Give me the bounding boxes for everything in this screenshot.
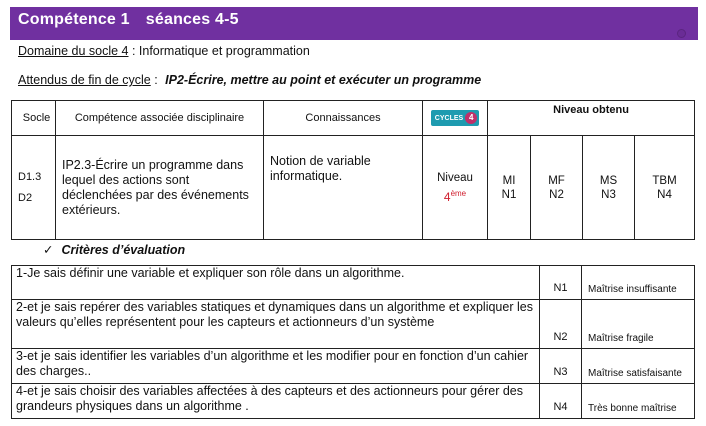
header-cycles bbox=[423, 101, 488, 136]
level-n: N2 bbox=[549, 188, 564, 201]
criteria-text: 1-Je sais définir une variable et expliquer son rôle dans un algorithme. bbox=[12, 266, 540, 300]
niveau-num: 4 bbox=[443, 189, 451, 204]
level-n: N3 bbox=[601, 188, 616, 201]
criteria-row bbox=[12, 384, 695, 419]
domaine-sep: : bbox=[128, 44, 139, 58]
connaissances-cell: Notion de variable informatique. bbox=[264, 136, 423, 240]
attendus-line bbox=[18, 73, 481, 87]
cycles-badge bbox=[431, 110, 479, 126]
attendus-label: Attendus de fin de cycle bbox=[18, 73, 151, 87]
level-cell-ms bbox=[583, 136, 635, 240]
criteria-row bbox=[12, 266, 695, 300]
attendus-sep: : bbox=[150, 73, 162, 87]
competence-label: Compétence 1 bbox=[18, 11, 130, 28]
criteria-level: N4 bbox=[540, 384, 582, 419]
level-code: MI bbox=[502, 174, 516, 187]
header-connaissances: Connaissances bbox=[264, 101, 423, 136]
header-socle: Socle bbox=[12, 101, 56, 136]
competence-cell: IP2.3-Écrire un programme dans lequel des actions sont déclenchées par des événements extérieurs. bbox=[56, 136, 264, 240]
criteria-table bbox=[11, 265, 695, 419]
socle-d13: D1.3 bbox=[18, 171, 42, 183]
criteria-level: N2 bbox=[540, 300, 582, 349]
criteria-row bbox=[12, 300, 695, 349]
attendus-value: IP2-Écrire, mettre au point et exécuter un programme bbox=[165, 73, 482, 87]
criteria-desc: Maîtrise satisfaisante bbox=[582, 349, 695, 384]
criteria-desc: Très bonne maîtrise bbox=[582, 384, 695, 419]
cycles-number: 4 bbox=[465, 112, 477, 124]
niveau-cell bbox=[423, 136, 488, 240]
cycles-text: CYCLES bbox=[434, 114, 464, 122]
header-niveau-obtenu: Niveau obtenu bbox=[488, 101, 695, 136]
level-cell-mf bbox=[531, 136, 583, 240]
competence-table bbox=[11, 100, 695, 240]
criteria-text: 2-et je sais repérer des variables statiques et dynamiques dans un algorithme et expliquer les valeurs qu’elles représentent pour les capteurs et actionneurs d’un système bbox=[12, 300, 540, 349]
criteria-level: N1 bbox=[540, 266, 582, 300]
seances-label: séances 4-5 bbox=[145, 11, 239, 28]
niveau-label: Niveau bbox=[437, 171, 473, 184]
criteria-level: N3 bbox=[540, 349, 582, 384]
domaine-line bbox=[18, 44, 310, 58]
domaine-value: Informatique et programmation bbox=[138, 44, 310, 58]
header-competence: Compétence associée disciplinaire bbox=[56, 101, 264, 136]
level-code: TBM bbox=[652, 174, 677, 187]
competence-banner bbox=[10, 7, 698, 40]
criteria-desc: Maîtrise insuffisante bbox=[582, 266, 695, 300]
check-icon: ✓ bbox=[43, 243, 54, 257]
level-n: N4 bbox=[657, 188, 672, 201]
criteria-label: Critères d’évaluation bbox=[61, 243, 186, 257]
criteria-row bbox=[12, 349, 695, 384]
level-code: MF bbox=[548, 174, 565, 187]
criteria-text: 3-et je sais identifier les variables d’un algorithme et les modifier pour en fonction d’un cahier des charges.. bbox=[12, 349, 540, 384]
socle-cell bbox=[12, 136, 56, 240]
banner-title bbox=[18, 11, 239, 29]
criteria-desc: Maîtrise fragile bbox=[582, 300, 695, 349]
level-cell-tbm bbox=[635, 136, 695, 240]
banner-dot-icon bbox=[677, 29, 686, 38]
criteria-text: 4-et je sais choisir des variables affectées à des capteurs et des actionneurs pour gérer des grandeurs physiques dans un algorithme . bbox=[12, 384, 540, 419]
socle-d2: D2 bbox=[18, 192, 33, 204]
level-code: MS bbox=[599, 174, 618, 187]
niveau-value bbox=[423, 189, 487, 204]
criteria-heading bbox=[43, 242, 185, 257]
level-cell-mi bbox=[488, 136, 531, 240]
niveau-sup: ème bbox=[450, 188, 467, 198]
domaine-label: Domaine du socle 4 bbox=[18, 44, 129, 58]
level-n: N1 bbox=[501, 188, 517, 201]
